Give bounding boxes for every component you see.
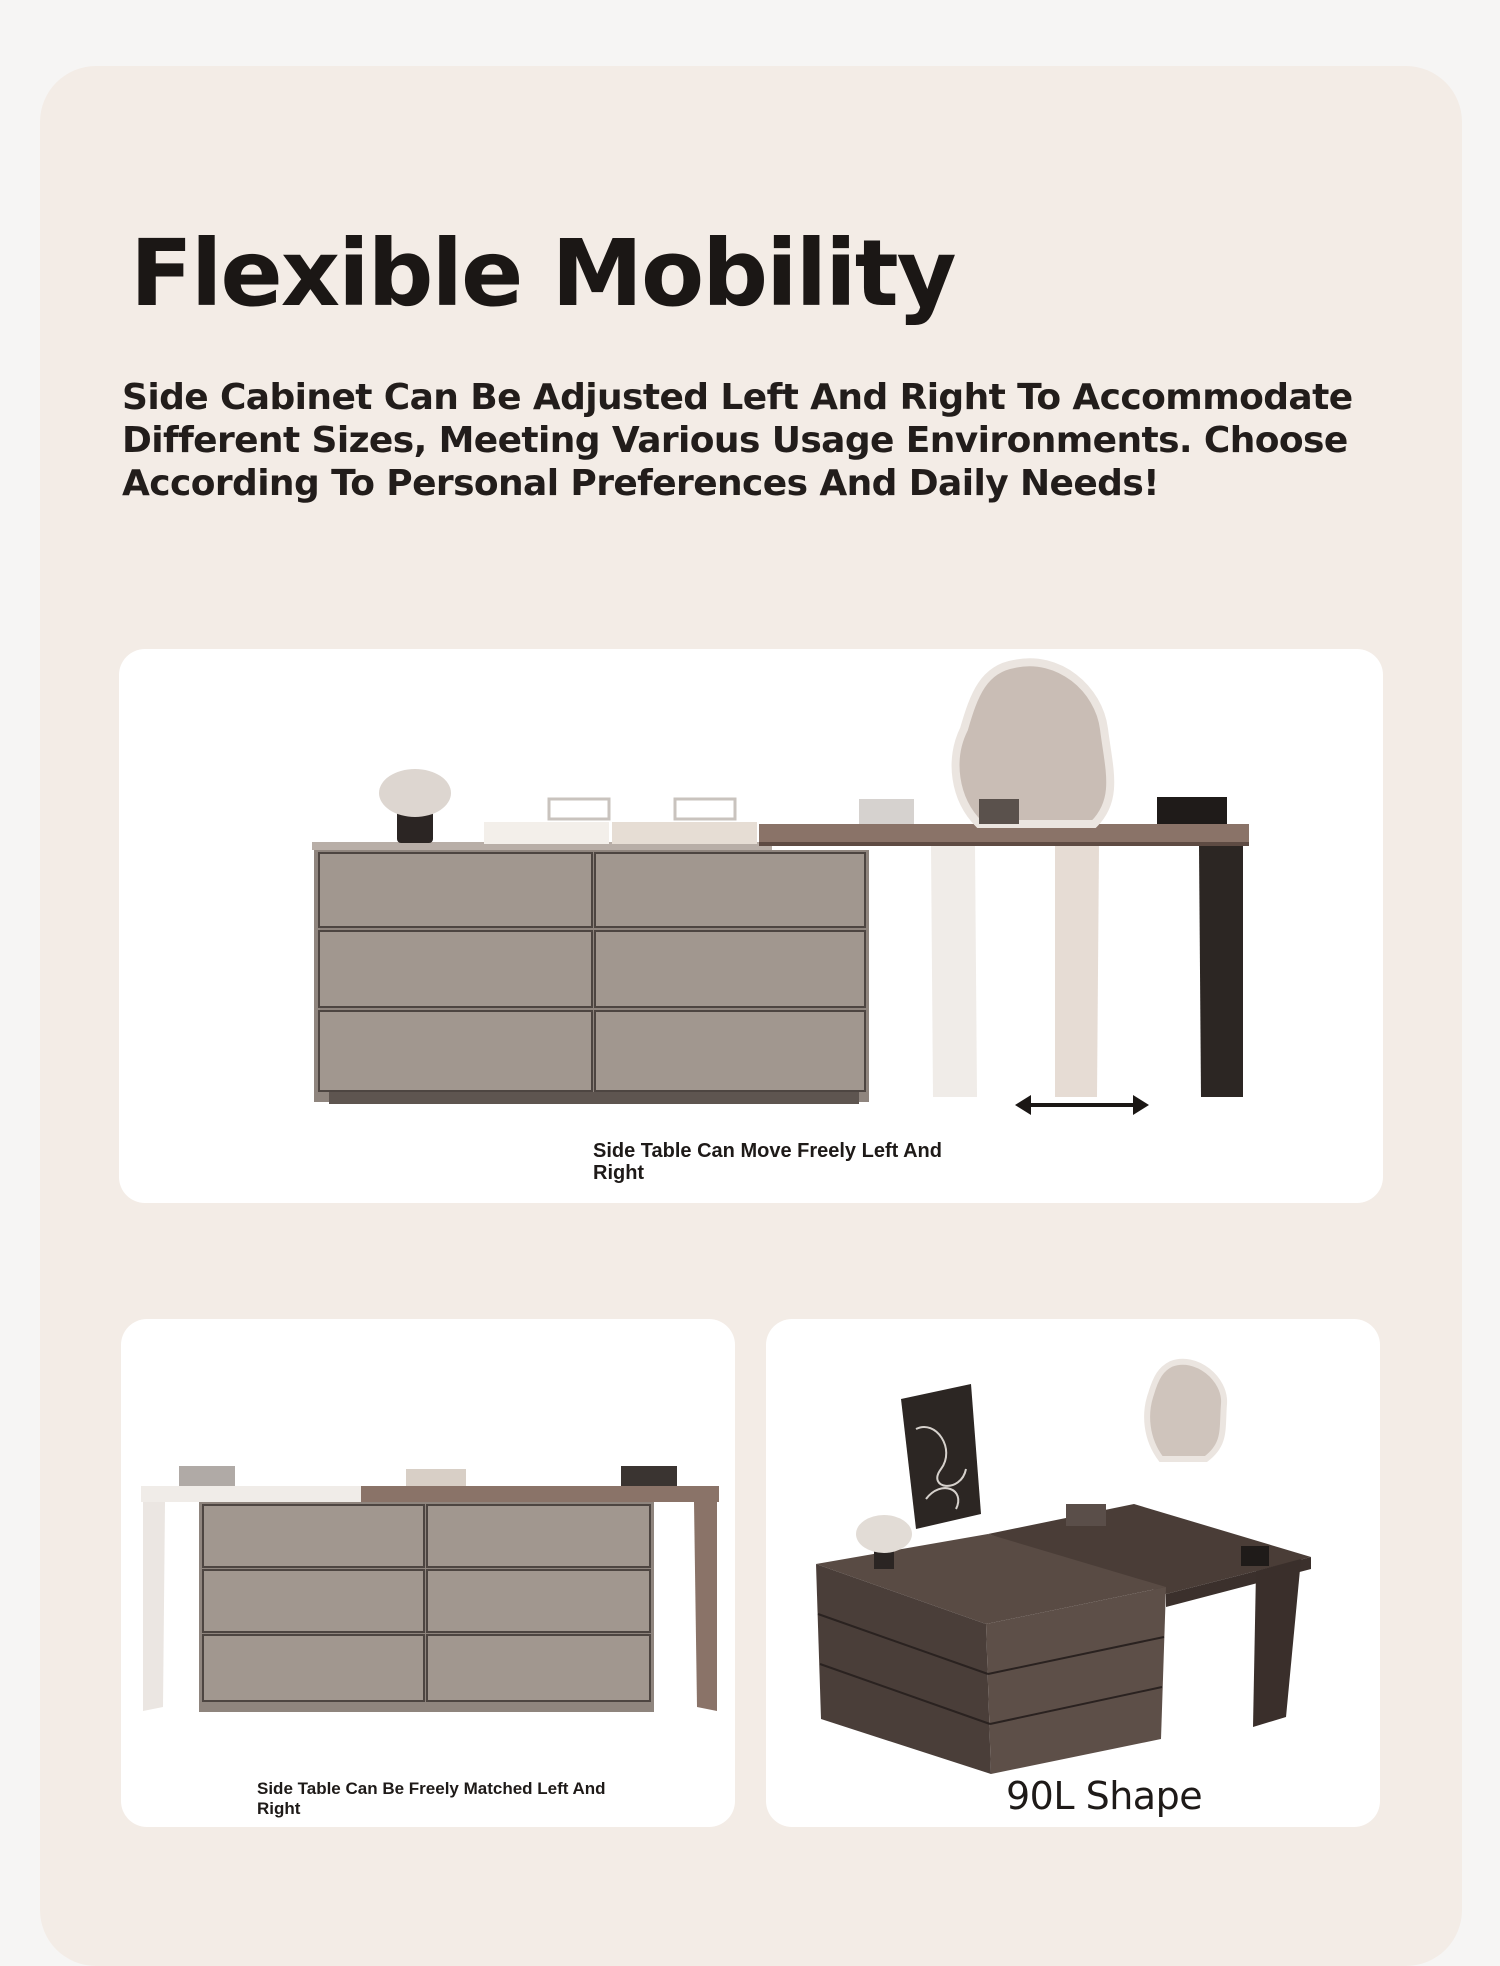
- extended-dresser-card: [119, 649, 1383, 1203]
- matched-dresser-card: [121, 1319, 735, 1827]
- page-subtitle: Side Cabinet Can Be Adjusted Left And Right To Accommodate Different Sizes, Meeting Various Usage Environments. Choose According To Personal Preferences And Daily Needs!: [122, 377, 1353, 504]
- bottom-right-caption: 90L Shape: [1006, 1774, 1203, 1818]
- l-shape-dresser-illustration: [766, 1319, 1380, 1827]
- extended-dresser-illustration: [119, 649, 1383, 1203]
- page-title: Flexible Mobility: [130, 220, 955, 327]
- top-card-caption: Side Table Can Move Freely Left And Right: [593, 1140, 942, 1184]
- matched-dresser-illustration: [121, 1319, 735, 1827]
- bottom-left-caption: Side Table Can Be Freely Matched Left And Right: [257, 1779, 606, 1818]
- l-shape-dresser-card: [766, 1319, 1380, 1827]
